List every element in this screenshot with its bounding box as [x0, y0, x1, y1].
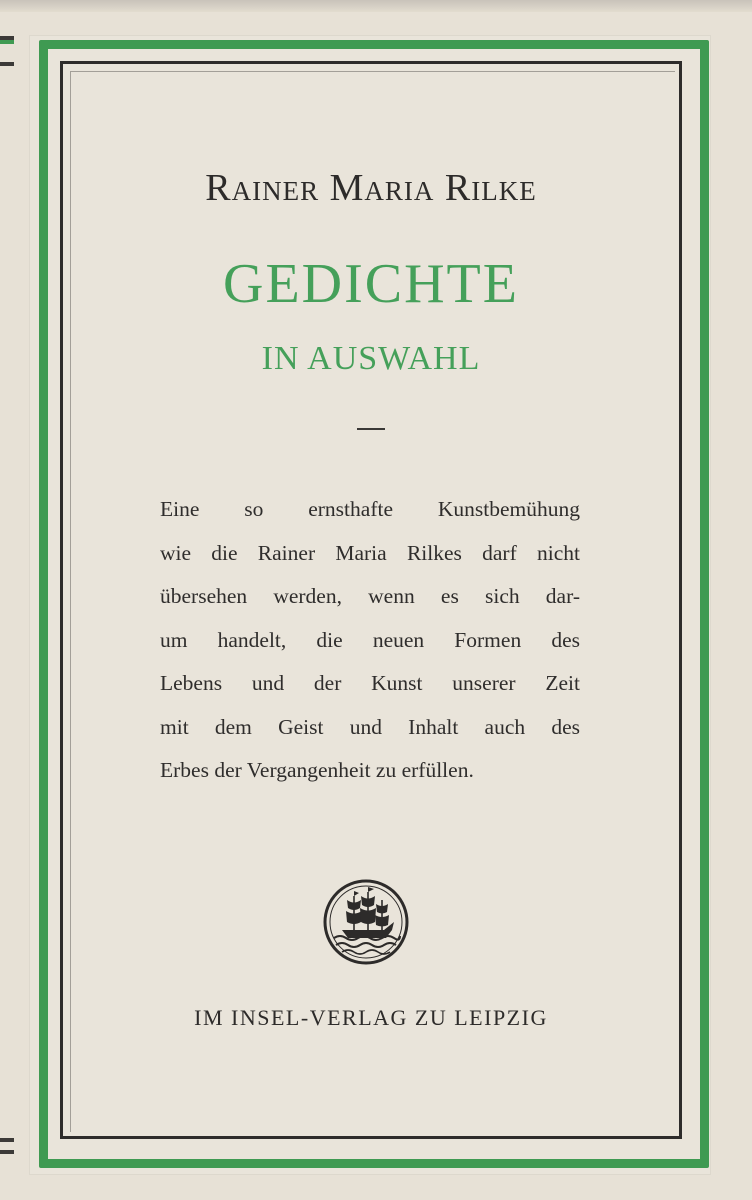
blurb-line: Erbes der Vergangenheit zu erfüllen.	[160, 758, 474, 782]
book-title: GEDICHTE	[223, 253, 519, 315]
blurb-line: mit dem Geist und Inhalt auch des	[160, 714, 580, 739]
blurb-line: übersehen werden, wenn es sich dar-	[160, 584, 580, 608]
author-name: Rainer Maria Rilke	[205, 167, 537, 209]
spine-mark	[0, 62, 14, 66]
ship-icon	[322, 878, 410, 966]
blurb-line: Lebens und der Kunst unserer Zeit	[160, 671, 580, 695]
book-subtitle: IN AUSWAHL	[261, 340, 481, 377]
spine-mark	[0, 1138, 14, 1142]
publisher-imprint: IM INSEL-VERLAG ZU LEIPZIG	[194, 1005, 548, 1030]
blurb-text	[160, 488, 580, 793]
divider-dash	[357, 428, 385, 430]
page-top-edge	[0, 0, 752, 12]
spine-mark	[0, 40, 14, 44]
blurb-line: um handelt, die neuen Formen des	[160, 627, 580, 652]
blurb-line: wie die Rainer Maria Rilkes darf nicht	[160, 540, 580, 565]
blurb-line: Eine so ernsthafte Kunstbemühung	[160, 497, 580, 521]
spine-mark	[0, 1150, 14, 1154]
